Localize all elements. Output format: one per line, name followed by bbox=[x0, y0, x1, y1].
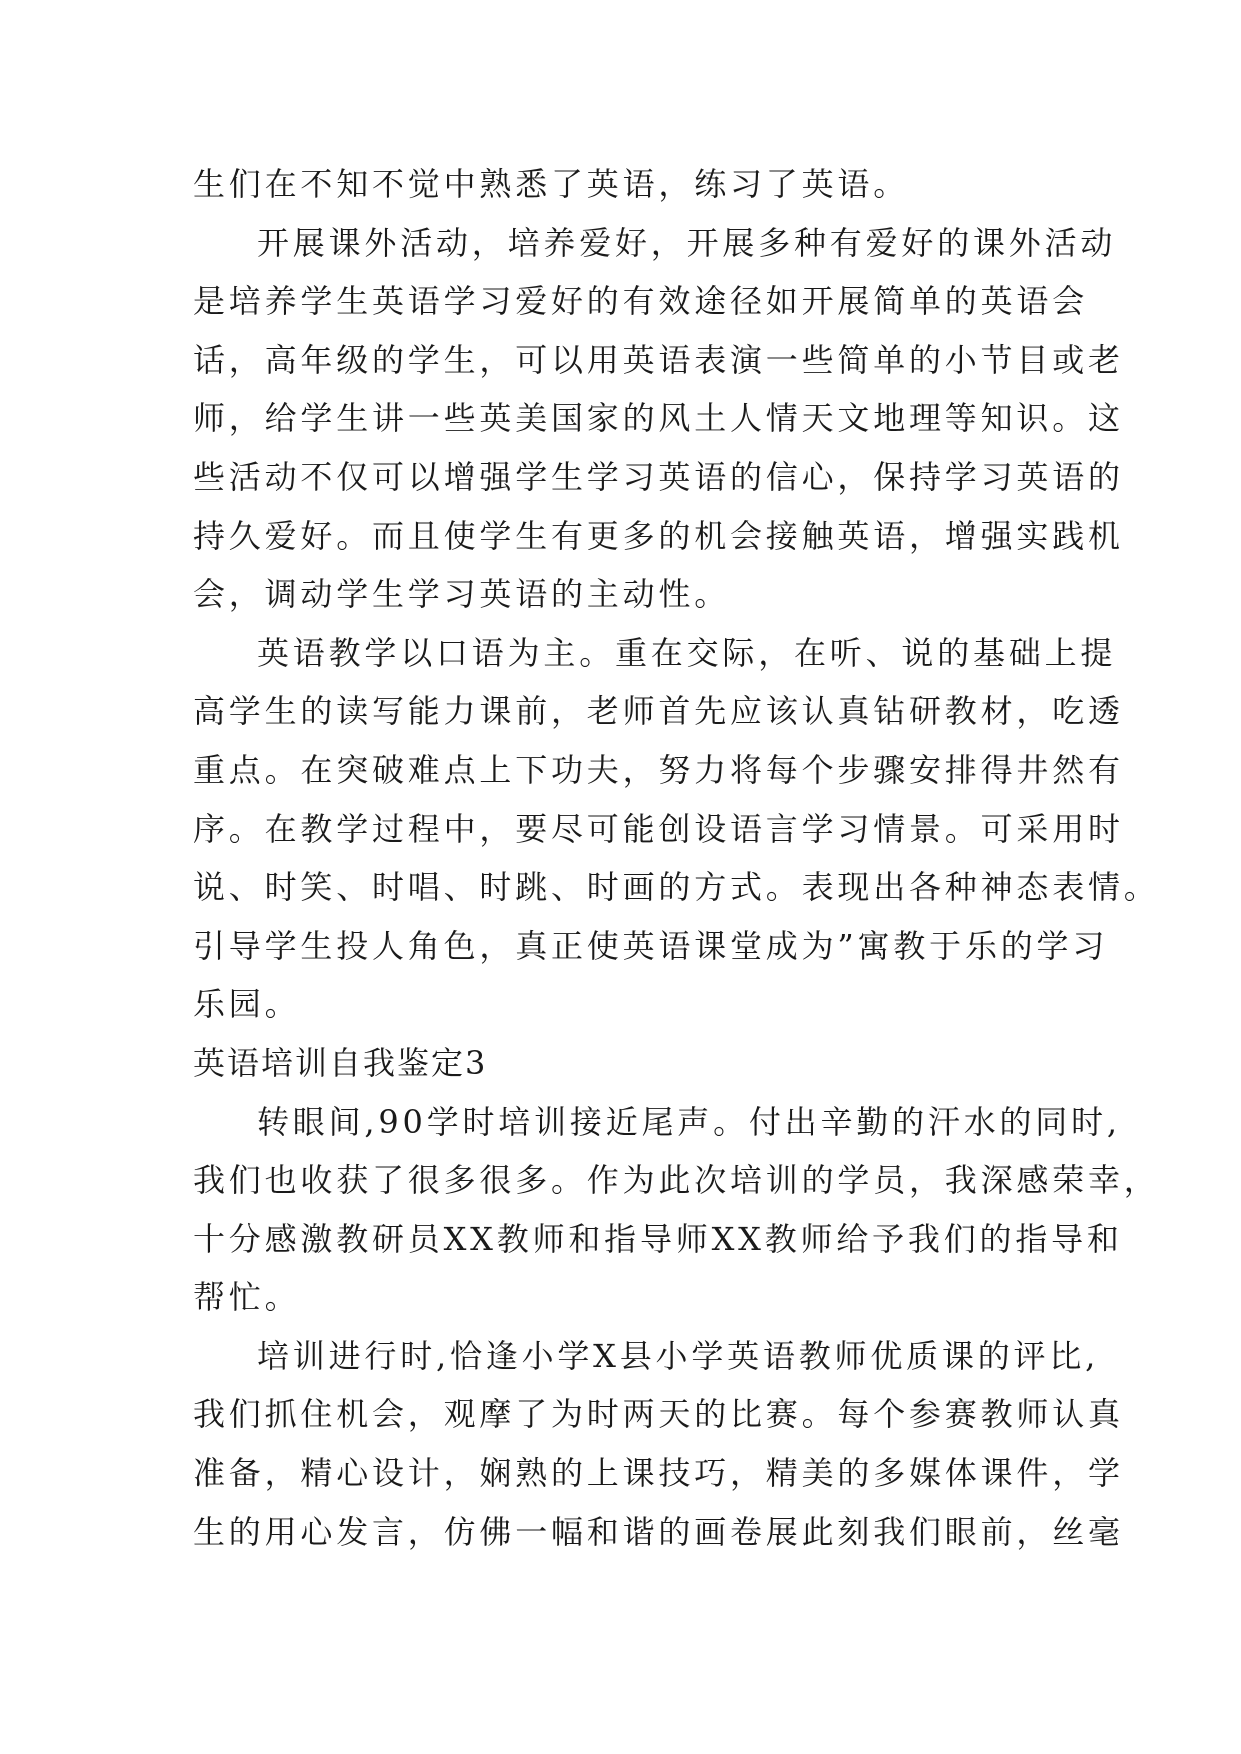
text-line: 是培养学生英语学习爱好的有效途径如开展简单的英语会 bbox=[193, 282, 1089, 321]
text-line: 引导学生投人角色，真正使英语课堂成为”寓教于乐的学习 bbox=[193, 926, 1109, 965]
section-heading: 英语培训自我鉴定3 bbox=[193, 1043, 488, 1082]
document-body bbox=[193, 155, 1160, 1561]
text-line: 我们抓住机会，观摩了为时两天的比赛。每个参赛教师认真 bbox=[193, 1395, 1124, 1434]
text-line: 话，高年级的学生，可以用英语表演一些简单的小节目或老 bbox=[193, 340, 1124, 379]
text-line: 重点。在突破难点上下功夫，努力将每个步骤安排得井然有 bbox=[193, 750, 1124, 789]
text-line: 准备，精心设计，娴熟的上课技巧，精美的多媒体课件，学 bbox=[193, 1454, 1124, 1493]
text-line: 生们在不知不觉中熟悉了英语，练习了英语。 bbox=[193, 165, 910, 203]
text-line: 转眼间,90学时培训接近尾声。付出辛勤的汗水的同时, bbox=[257, 1102, 1121, 1141]
text-line: 说、时笑、时唱、时跳、时画的方式。表现出各种神态表情。 bbox=[193, 868, 1160, 907]
text-line: 十分感激教研员XX教师和指导师XX教师给予我们的指导和 bbox=[193, 1219, 1123, 1258]
text-line: 帮忙。 bbox=[193, 1278, 301, 1317]
text-line: 高学生的读写能力课前，老师首先应该认真钻研教材，吃透 bbox=[193, 692, 1124, 731]
text-line: 乐园。 bbox=[193, 985, 301, 1024]
text-line: 我们也收获了很多很多。作为此次培训的学员，我深感荣幸， bbox=[193, 1161, 1160, 1200]
text-line: 英语教学以口语为主。重在交际，在听、说的基础上提 bbox=[257, 633, 1117, 672]
text-line: 持久爱好。而且使学生有更多的机会接触英语，增强实践机 bbox=[193, 516, 1124, 555]
text-line: 生的用心发言，仿佛一幅和谐的画卷展此刻我们眼前，丝毫 bbox=[193, 1512, 1124, 1551]
text-line: 培训进行时,恰逢小学X县小学英语教师优质课的评比, bbox=[257, 1336, 1100, 1375]
text-line: 些活动不仅可以增强学生学习英语的信心，保持学习英语的 bbox=[193, 457, 1124, 496]
text-line: 序。在教学过程中，要尽可能创设语言学习情景。可采用时 bbox=[193, 809, 1124, 848]
text-line: 师，给学生讲一些英美国家的风土人情天文地理等知识。这 bbox=[193, 399, 1124, 438]
text-line: 会，调动学生学习英语的主动性。 bbox=[193, 575, 731, 614]
text-line: 开展课外活动，培养爱好，开展多种有爱好的课外活动 bbox=[257, 223, 1117, 262]
